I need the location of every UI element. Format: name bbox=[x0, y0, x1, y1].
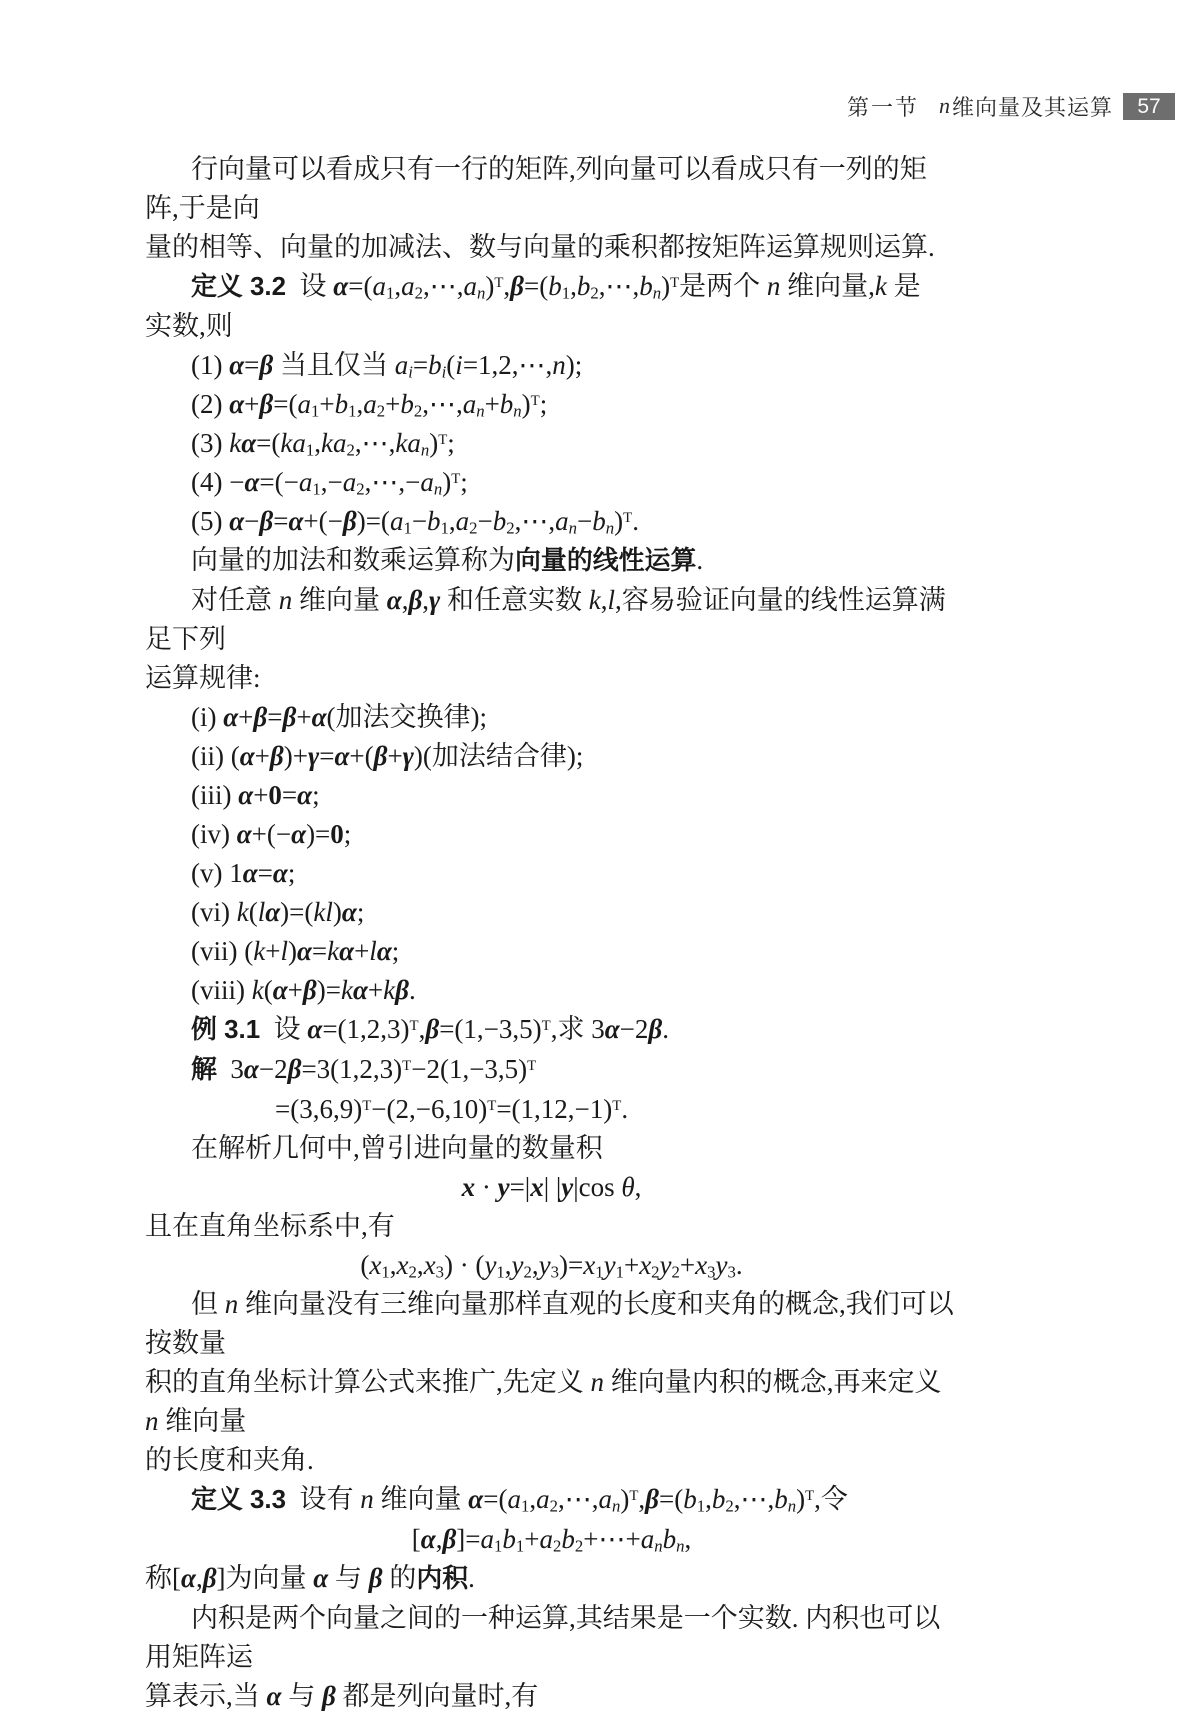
section-title: 维向量及其运算 bbox=[951, 94, 1113, 120]
text-line: (vi) k(lα)=(kl)α; bbox=[191, 897, 365, 927]
text-line: x · y=|x| |y|cos θ, bbox=[461, 1172, 642, 1202]
text-line: (4) −α=(−a1,−a2,⋯,−an)$^T$; bbox=[191, 467, 468, 499]
text-line: 算表示,当 α 与 β 都是列向量时,有 bbox=[145, 1681, 539, 1711]
text-line: 但 n 维向量没有三维向量那样直观的长度和夹角的概念,我们可以按数量 bbox=[145, 1289, 954, 1358]
text-line: 例 3.1 设 $\alpha=(1,2,3)^T,\beta=(1,-3,5)^T$,求 3α−2β. bbox=[191, 1014, 669, 1044]
text-block bbox=[145, 150, 958, 1716]
text-line: 的长度和夹角. bbox=[145, 1445, 314, 1475]
text-line: (iii) α+0=α; bbox=[191, 780, 320, 810]
text-line: 向量的加法和数乘运算称为向量的线性运算. bbox=[191, 545, 704, 575]
text-line: (1) α=β 当且仅当 ai=bi(i=1,2,⋯,n); bbox=[191, 350, 583, 382]
text-line: 内积是两个向量之间的一种运算,其结果是一个实数. 内积也可以用矩阵运 bbox=[145, 1603, 941, 1672]
text-line: (ii) (α+β)+γ=α+(β+γ)(加法结合律); bbox=[191, 741, 584, 771]
text-line: 运算规律: bbox=[145, 663, 261, 693]
text-line: (2) α+β=(a1+b1,a2+b2,⋯,an+bn)$^T$; bbox=[191, 389, 548, 421]
text-line: 称[α,β]为向量 α 与 β 的内积. bbox=[145, 1563, 475, 1593]
text-line: (vii) (k+l)α=kα+lα; bbox=[191, 936, 400, 966]
text-line: (iv) α+(−α)=0; bbox=[191, 819, 352, 849]
text-line: 定义 3.2 设 α=(a1,a2,⋯,an)$^T$,β=(b1,b2,⋯,bn)$^T$是两个 n 维向量,k 是 bbox=[191, 271, 921, 303]
text-line: (5) α−β=α+(−β)=(a1−b1,a2−b2,⋯,an−bn)$^T$. bbox=[191, 506, 639, 538]
section-title-variable: n bbox=[938, 93, 950, 118]
text-line: $=(3,6,9)^T-(2,-6,10)^T=(1,12,-1)^T$. bbox=[275, 1094, 629, 1124]
text-line: (3) kα=(ka1,ka2,⋯,kan)$^T$; bbox=[191, 428, 455, 460]
text-line: 解 $3\alpha-2\beta=3(1,2,3)^T-2(1,-3,5)^T$ bbox=[191, 1054, 537, 1084]
text-line: 行向量可以看成只有一行的矩阵,列向量可以看成只有一列的矩阵,于是向 bbox=[145, 154, 927, 223]
text-line: 定义 3.3 设有 n 维向量 α=(a1,a2,⋯,an)$^T$,β=(b1,b2,⋯,bn)$^T$,令 bbox=[191, 1484, 848, 1516]
text-line: (i) α+β=β+α(加法交换律); bbox=[191, 702, 487, 732]
text-line: (x1,x2,x3) · (y1,y2,y3)=x1y1+x2y2+x3y3. bbox=[360, 1250, 743, 1282]
page-number-badge: 57 bbox=[1123, 93, 1175, 120]
text-line: [α,β]=a1b1+a2b2+⋯+anbn, bbox=[411, 1524, 692, 1556]
text-line: (viii) k(α+β)=kα+kβ. bbox=[191, 975, 416, 1005]
section-label: 第一节 bbox=[846, 94, 919, 120]
text-line: 实数,则 bbox=[145, 311, 233, 341]
text-line: 量的相等、向量的加减法、数与向量的乘积都按矩阵运算规则运算. bbox=[145, 232, 935, 262]
text-line: (v) 1α=α; bbox=[191, 858, 296, 888]
text-line: 在解析几何中,曾引进向量的数量积 bbox=[191, 1133, 603, 1163]
text-line: 积的直角坐标计算公式来推广,先定义 n 维向量内积的概念,再来定义 n 维向量 bbox=[145, 1367, 949, 1436]
text-line: 对任意 n 维向量 α,β,γ 和任意实数 k,l,容易验证向量的线性运算满足下列 bbox=[145, 585, 946, 654]
text-line: 且在直角坐标系中,有 bbox=[145, 1211, 395, 1241]
page-header bbox=[847, 92, 1175, 120]
